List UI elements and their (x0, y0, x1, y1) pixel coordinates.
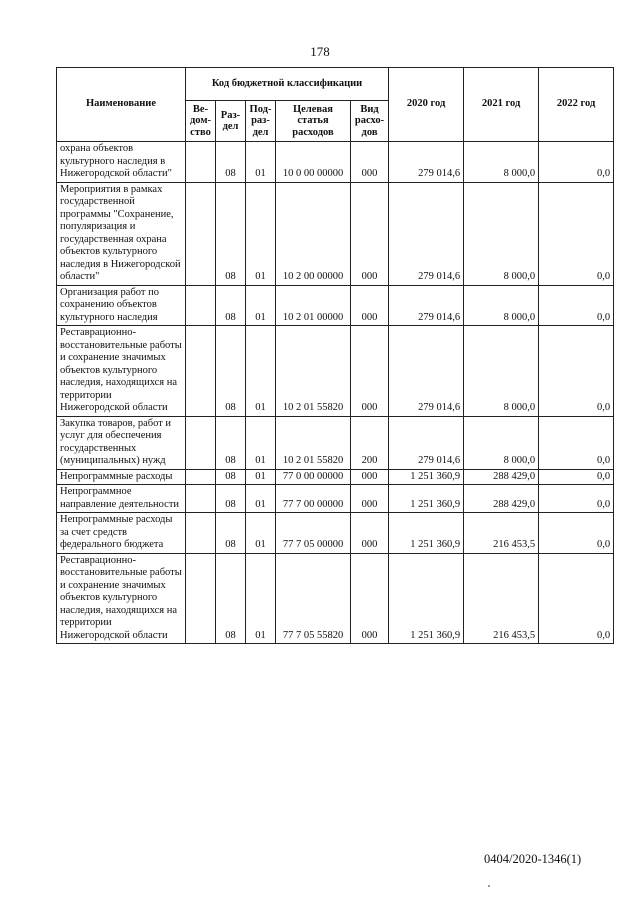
document-code: 0404/2020-1346(1) (484, 852, 582, 866)
cell-name: Непрограммные расходы (57, 469, 186, 485)
cell-name: Организация работ по сохранению объектов культурного наследия (57, 285, 186, 326)
table-row (57, 469, 614, 485)
cell-name: Непрограммные расходы за счет средств федерального бюджета (57, 513, 186, 554)
cell-target-article: 77 0 00 00000 (276, 469, 351, 485)
scan-speck (488, 885, 490, 887)
cell-subsection: 01 (246, 326, 276, 417)
cell-expense-type: 000 (351, 553, 389, 644)
cell-department (186, 416, 216, 469)
table-row (57, 513, 614, 554)
cell-name: Реставрационно-восстановительные работы и сохранение значимых объектов культурного наследия, находящихся на территории Нижегородской области (57, 326, 186, 417)
cell-2022: 0,0 (539, 285, 614, 326)
cell-subsection: 01 (246, 485, 276, 513)
cell-department (186, 285, 216, 326)
cell-department (186, 142, 216, 183)
table-row (57, 326, 614, 417)
cell-name: Мероприятия в рамках государственной программы "Сохранение, популяризация и государственная охрана объектов культурного наследия в Нижегородской области" (57, 182, 186, 285)
cell-subsection: 01 (246, 553, 276, 644)
cell-expense-type: 000 (351, 182, 389, 285)
header-section: Раз- дел (216, 101, 246, 142)
header-year-2020: 2020 год (389, 68, 464, 142)
cell-2020: 1 251 360,9 (389, 553, 464, 644)
cell-2020: 1 251 360,9 (389, 513, 464, 554)
cell-department (186, 182, 216, 285)
cell-2020: 279 014,6 (389, 416, 464, 469)
cell-2020: 1 251 360,9 (389, 469, 464, 485)
cell-2020: 1 251 360,9 (389, 485, 464, 513)
header-expense-type: Вид расхо- дов (351, 101, 389, 142)
cell-subsection: 01 (246, 285, 276, 326)
cell-2021: 8 000,0 (464, 285, 539, 326)
cell-2020: 279 014,6 (389, 285, 464, 326)
cell-target-article: 10 2 01 55820 (276, 416, 351, 469)
cell-expense-type: 000 (351, 469, 389, 485)
cell-subsection: 01 (246, 182, 276, 285)
cell-target-article: 77 7 00 00000 (276, 485, 351, 513)
cell-section: 08 (216, 142, 246, 183)
cell-section: 08 (216, 182, 246, 285)
cell-expense-type: 000 (351, 285, 389, 326)
cell-name: Закупка товаров, работ и услуг для обеспечения государственных (муниципальных) нужд (57, 416, 186, 469)
cell-2020: 279 014,6 (389, 326, 464, 417)
cell-name: Реставрационно-восстановительные работы и сохранение значимых объектов культурного наследия, находящихся на территории Нижегородской области (57, 553, 186, 644)
cell-2021: 8 000,0 (464, 142, 539, 183)
cell-department (186, 553, 216, 644)
cell-subsection: 01 (246, 142, 276, 183)
cell-2021: 8 000,0 (464, 182, 539, 285)
budget-table (56, 67, 614, 644)
table-row (57, 553, 614, 644)
cell-target-article: 10 2 01 00000 (276, 285, 351, 326)
cell-expense-type: 000 (351, 485, 389, 513)
cell-2020: 279 014,6 (389, 182, 464, 285)
cell-2020: 279 014,6 (389, 142, 464, 183)
table-row (57, 142, 614, 183)
cell-2022: 0,0 (539, 182, 614, 285)
cell-department (186, 485, 216, 513)
table-row (57, 485, 614, 513)
header-target-article: Целевая статья расходов (276, 101, 351, 142)
cell-target-article: 10 2 00 00000 (276, 182, 351, 285)
cell-subsection: 01 (246, 469, 276, 485)
cell-section: 08 (216, 485, 246, 513)
cell-2021: 288 429,0 (464, 485, 539, 513)
cell-target-article: 77 7 05 55820 (276, 553, 351, 644)
cell-expense-type: 000 (351, 326, 389, 417)
table-row (57, 182, 614, 285)
cell-section: 08 (216, 416, 246, 469)
table-row (57, 285, 614, 326)
cell-name: Непрограммное направление деятельности (57, 485, 186, 513)
cell-section: 08 (216, 469, 246, 485)
cell-section: 08 (216, 326, 246, 417)
cell-expense-type: 000 (351, 142, 389, 183)
cell-expense-type: 000 (351, 513, 389, 554)
cell-2022: 0,0 (539, 469, 614, 485)
cell-department (186, 469, 216, 485)
cell-target-article: 10 2 01 55820 (276, 326, 351, 417)
cell-2021: 288 429,0 (464, 469, 539, 485)
cell-2021: 8 000,0 (464, 416, 539, 469)
cell-target-article: 77 7 05 00000 (276, 513, 351, 554)
header-year-2021: 2021 год (464, 68, 539, 142)
cell-2021: 216 453,5 (464, 553, 539, 644)
cell-subsection: 01 (246, 513, 276, 554)
cell-2022: 0,0 (539, 553, 614, 644)
cell-department (186, 326, 216, 417)
cell-section: 08 (216, 553, 246, 644)
table-row (57, 416, 614, 469)
cell-2021: 216 453,5 (464, 513, 539, 554)
cell-2022: 0,0 (539, 485, 614, 513)
cell-section: 08 (216, 285, 246, 326)
cell-target-article: 10 0 00 00000 (276, 142, 351, 183)
header-budget-code: Код бюджетной классификации (186, 68, 389, 101)
cell-name: охрана объектов культурного наследия в Нижегородской области" (57, 142, 186, 183)
header-year-2022: 2022 год (539, 68, 614, 142)
cell-section: 08 (216, 513, 246, 554)
cell-2022: 0,0 (539, 513, 614, 554)
cell-2022: 0,0 (539, 142, 614, 183)
header-department: Ве- дом- ство (186, 101, 216, 142)
cell-department (186, 513, 216, 554)
header-name: Наименование (57, 68, 186, 142)
cell-expense-type: 200 (351, 416, 389, 469)
cell-2022: 0,0 (539, 326, 614, 417)
page-number: 178 (310, 44, 330, 59)
cell-subsection: 01 (246, 416, 276, 469)
header-subsection: Под- раз- дел (246, 101, 276, 142)
cell-2022: 0,0 (539, 416, 614, 469)
cell-2021: 8 000,0 (464, 326, 539, 417)
